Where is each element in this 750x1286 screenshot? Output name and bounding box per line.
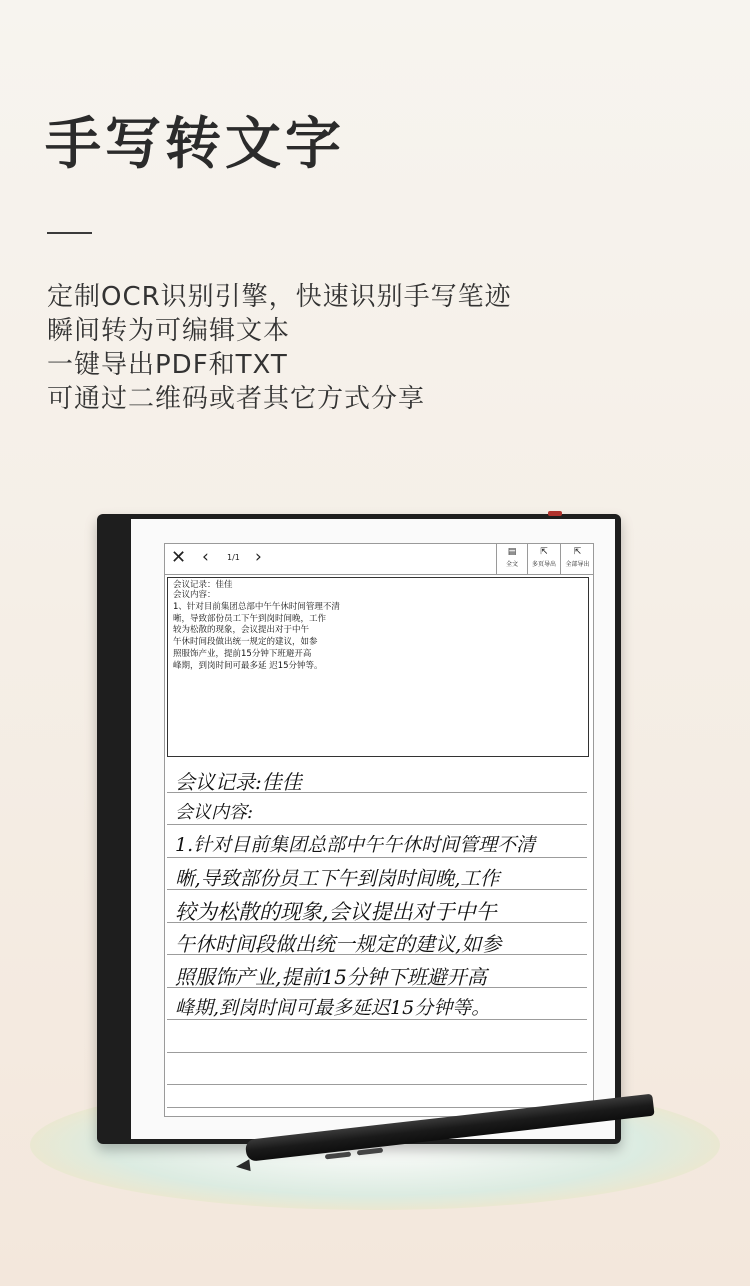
export-all-label: 全部导出	[565, 561, 590, 568]
feature-list	[47, 280, 512, 416]
text-line: 峰期，到岗时间可最多延 迟15分钟等。	[173, 661, 323, 671]
text-line: 照服饰产业，提前15分钟下班避开高	[173, 649, 312, 659]
ruled-line	[167, 824, 587, 825]
page-indicator: 1/1	[227, 553, 240, 562]
ruled-line	[167, 1052, 587, 1053]
handwritten-line: 午休时间段做出统一规定的建议,如参	[175, 932, 502, 956]
close-icon[interactable]: ✕	[171, 547, 187, 568]
title-divider	[47, 232, 92, 234]
export-icon: ⇱	[540, 547, 548, 557]
full-text-button[interactable]	[496, 544, 527, 574]
handwritten-line: 照服饰产业,提前15分钟下班避开高	[175, 965, 487, 989]
app-toolbar	[165, 544, 593, 575]
feature-line: 可通过二维码或者其它方式分享	[47, 384, 426, 414]
handwritten-line: 会议内容:	[175, 802, 254, 823]
handwritten-line: 会议记录:佳佳	[175, 770, 302, 794]
feature-line: 一键导出PDF和TXT	[47, 350, 288, 380]
text-line: 较为松散的现象，会议提出对于中午	[173, 625, 310, 635]
document-icon: ▤	[507, 547, 517, 557]
chevron-left-icon[interactable]: ‹	[202, 547, 209, 567]
text-line: 会议记录：佳佳	[173, 580, 233, 590]
full-text-label: 全文	[505, 561, 518, 568]
handwritten-line: 较为松散的现象,会议提出对于中午	[175, 900, 497, 924]
power-button	[548, 511, 562, 516]
feature-line: 瞬间转为可编辑文本	[47, 316, 291, 346]
text-line: 晰，导致部份员工下午到岗时间晚，工作	[173, 614, 327, 624]
feature-line: 定制OCR识别引擎，快速识别手写笔迹	[47, 282, 512, 312]
recognized-text-area[interactable]	[167, 577, 589, 757]
handwriting-canvas[interactable]	[167, 762, 587, 1112]
handwritten-line: 1.针对目前集团总部中午午休时间管理不清	[175, 834, 536, 856]
ocr-app-window	[164, 543, 594, 1117]
export-pages-label: 多页导出	[531, 561, 556, 568]
ruled-line	[167, 857, 587, 858]
export-pages-button[interactable]	[527, 544, 560, 574]
text-line: 午休时间段做出统一规定的建议，如参	[173, 637, 318, 647]
page-title: 手写转文字	[45, 111, 345, 177]
handwritten-line: 峰期,到岗时间可最多延迟15分钟等。	[175, 997, 491, 1019]
text-line: 1、针对目前集团总部中午午休时间管理不清	[173, 602, 340, 612]
text-line: 会议内容：	[173, 590, 216, 600]
stylus-tip	[235, 1159, 250, 1173]
export-all-button[interactable]	[560, 544, 594, 574]
handwritten-line: 晰,导致部份员工下午到岗时间晚,工作	[175, 867, 500, 890]
ruled-line	[167, 1084, 587, 1085]
export-all-icon: ⇱	[573, 547, 582, 557]
chevron-right-icon[interactable]: ›	[255, 547, 262, 567]
